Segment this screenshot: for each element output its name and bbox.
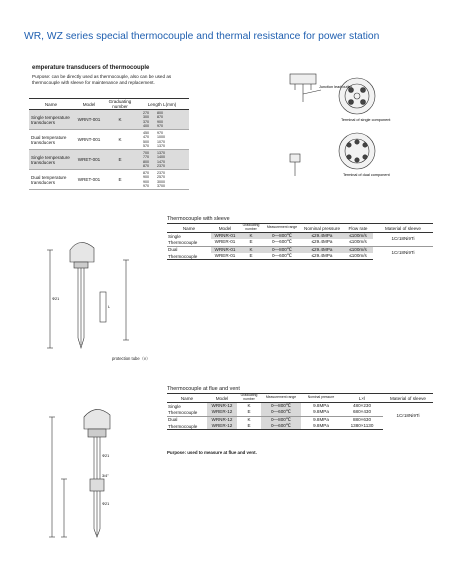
length-value: 570: [143, 143, 149, 148]
svg-text:3/4": 3/4": [102, 474, 109, 478]
cell-model: WRER-01: [214, 239, 236, 245]
col-header: Graduating number: [237, 394, 261, 403]
cell-model: WRNR-01: [211, 246, 239, 253]
length-value: 470: [143, 135, 149, 140]
cell-name: Thermocouple: [168, 239, 198, 245]
svg-text:L: L: [108, 305, 111, 309]
cell-lengths: [135, 130, 189, 150]
cell-size: 480×230: [352, 403, 371, 409]
col-header: Measurement range: [263, 224, 301, 233]
sleeve-table: [167, 223, 433, 260]
cell-pressure: 9.8MPa: [301, 416, 341, 423]
cell-name: Dual: [167, 246, 211, 253]
col-header: Model: [211, 224, 239, 233]
cell-model: WRNT-001: [73, 130, 105, 150]
length-value: 1370: [157, 143, 165, 148]
cell-pressure: ≤29.4MPa: [301, 233, 343, 240]
protection-tube-label: protection tube（v）: [112, 356, 151, 361]
cell-grad: K: [239, 233, 263, 240]
length-value: 1470: [157, 159, 165, 164]
cell-material: 1Cr18Ni9Ti: [391, 236, 415, 242]
table-row: [29, 110, 189, 130]
cell-flow: ≤100m/s: [343, 253, 373, 260]
cell-size: 880×630: [341, 416, 383, 423]
junction-label: Junction lead outlet: [319, 85, 352, 89]
dual-terminal-label: Terminal of dual component: [343, 173, 390, 177]
length-value: 870: [143, 171, 149, 176]
cell-name: Dual temperature transducers: [29, 170, 73, 190]
single-terminal-label: Terminal of single component: [341, 118, 391, 122]
cell-grad: E: [105, 170, 135, 190]
cell-name: Single temperature transducers: [29, 150, 73, 170]
cell-lengths: [135, 110, 189, 130]
section3-caption: Thermocouple at flue and vent: [167, 386, 240, 392]
cell-model: WRNR-12: [207, 403, 237, 410]
table-row: [29, 150, 189, 170]
length-value: 3000: [157, 179, 165, 184]
col-header: Model: [73, 99, 105, 110]
col-header: Nominal pressure: [301, 224, 343, 233]
length-value: 800: [143, 159, 149, 164]
flue-table: [167, 393, 433, 430]
cell-range: 0—600℃: [263, 253, 301, 260]
length-value: 2370: [157, 163, 165, 168]
col-header: Graduating number: [239, 224, 263, 233]
length-value: 1400: [157, 155, 165, 160]
length-value: 870: [143, 163, 149, 168]
cell-flow: ≤100m/s: [343, 233, 373, 240]
table-row: [167, 246, 433, 253]
length-value: 900: [157, 119, 163, 124]
cell-size: 1380×1130: [341, 423, 383, 430]
sleeve-drawing: [30, 220, 150, 360]
cell-size: 680×430: [352, 409, 371, 415]
terminal-diagram: [285, 68, 415, 188]
length-value: 970: [157, 131, 163, 136]
cell-flow: ≤100m/s: [343, 246, 373, 253]
cell-range: 0—800℃: [261, 403, 301, 410]
cell-model: WRER-12: [207, 409, 237, 416]
cell-grad: K: [237, 416, 261, 423]
length-value: 970: [157, 123, 163, 128]
cell-range: 0—800℃: [263, 233, 301, 240]
svg-text:Φ21: Φ21: [102, 502, 110, 506]
svg-text:Φ21: Φ21: [52, 297, 60, 301]
length-value: 2570: [157, 175, 165, 180]
table-row: [29, 170, 189, 190]
col-header: Length L(mm): [135, 99, 189, 110]
cell-material: 1Cr18Ni9Ti: [373, 246, 433, 260]
cell-range: 0—600℃: [261, 423, 301, 430]
length-value: 770: [143, 155, 149, 160]
section3-purpose: Purpose: used to measure at flue and vent.: [167, 450, 257, 455]
cell-grad: K: [239, 246, 263, 253]
cell-material: 1Cr18Ni9Ti: [396, 413, 420, 419]
page-title: WR, WZ series special thermocouple and thermal resistance for power station: [24, 31, 380, 42]
length-value: 400: [143, 123, 149, 128]
col-header: Name: [29, 99, 73, 110]
cell-name: Dual temperature transducers: [29, 130, 73, 150]
length-value: 870: [157, 115, 163, 120]
length-value: 970: [143, 183, 149, 188]
cell-range: 0—800℃: [261, 416, 301, 423]
length-value: 270: [143, 111, 149, 116]
flue-drawing: [40, 395, 160, 545]
cell-pressure: ≤29.4MPa: [301, 253, 343, 260]
col-header: Model: [207, 394, 237, 403]
cell-grad: E: [247, 409, 251, 415]
length-value: 500: [143, 139, 149, 144]
col-header: Graduating number: [105, 99, 135, 110]
cell-model: WRNR-12: [207, 416, 237, 423]
cell-name: Thermocouple: [168, 409, 198, 415]
cell-lengths: [135, 150, 189, 170]
section2-caption: Thermocouple with sleeve: [167, 216, 230, 222]
length-value: 1370: [157, 151, 165, 156]
cell-grad: K: [105, 130, 135, 150]
col-header: L×l: [341, 394, 383, 403]
cell-grad: E: [239, 253, 263, 260]
table-row: [29, 130, 189, 150]
transducer-table: [29, 98, 189, 190]
table-row: [167, 233, 433, 240]
length-value: 900: [143, 175, 149, 180]
cell-model: WRET-001: [73, 170, 105, 190]
length-value: 1070: [157, 139, 165, 144]
cell-pressure: 9.8MPa: [301, 423, 341, 430]
length-value: 900: [143, 179, 149, 184]
length-value: 1000: [157, 135, 165, 140]
col-header: Material of sleeve: [383, 394, 433, 403]
cell-model: WRNR-01: [211, 233, 239, 240]
cell-grad: E: [249, 239, 253, 245]
length-value: 450: [143, 131, 149, 136]
section1-purpose: Purpose: can be directly used as thermocouple, also can be used as thermocouple with sleeve for maintenance and replacement.: [32, 74, 172, 86]
cell-name: Thermocouple: [167, 423, 207, 430]
cell-model: WRER-12: [207, 423, 237, 430]
table-row: [167, 403, 433, 410]
length-value: 370: [143, 119, 149, 124]
cell-grad: E: [105, 150, 135, 170]
cell-name: Single: [168, 233, 181, 239]
section1-heading: emperature transducers of thermocouple: [32, 65, 150, 71]
cell-pressure: ≤29.4MPa: [311, 239, 333, 245]
cell-range: 0—600℃: [261, 409, 301, 416]
cell-model: WRER-01: [211, 253, 239, 260]
col-header: Name: [167, 394, 207, 403]
cell-model: WRET-001: [73, 150, 105, 170]
cell-range: 0—600℃: [272, 239, 292, 245]
col-header: Name: [167, 224, 211, 233]
cell-pressure: 9.8MPa: [313, 403, 329, 409]
cell-grad: K: [247, 403, 251, 409]
col-header: Nominal pressure: [301, 394, 341, 403]
length-value: 700: [143, 151, 149, 156]
col-header: Flow rate: [343, 224, 373, 233]
cell-pressure: ≤29.4MPa: [301, 246, 343, 253]
cell-model: WRNT-001: [73, 110, 105, 130]
length-value: 300: [143, 115, 149, 120]
cell-name: Single temperature transducers: [29, 110, 73, 130]
cell-grad: E: [237, 423, 261, 430]
col-header: Measurement range: [261, 394, 301, 403]
cell-grad: K: [105, 110, 135, 130]
cell-name: Thermocouple: [167, 253, 211, 260]
cell-name: Dual: [167, 416, 207, 423]
cell-range: 0—800℃: [263, 246, 301, 253]
cell-flow: ≤100m/s: [349, 239, 367, 245]
cell-name: Single: [168, 403, 181, 409]
col-header: Material of sleeve: [373, 224, 433, 233]
svg-text:Φ21: Φ21: [102, 454, 110, 458]
cell-pressure: 9.8MPa: [313, 409, 329, 415]
length-value: 2370: [157, 171, 165, 176]
length-value: 800: [157, 111, 163, 116]
length-value: 3700: [157, 183, 165, 188]
cell-lengths: [135, 170, 189, 190]
